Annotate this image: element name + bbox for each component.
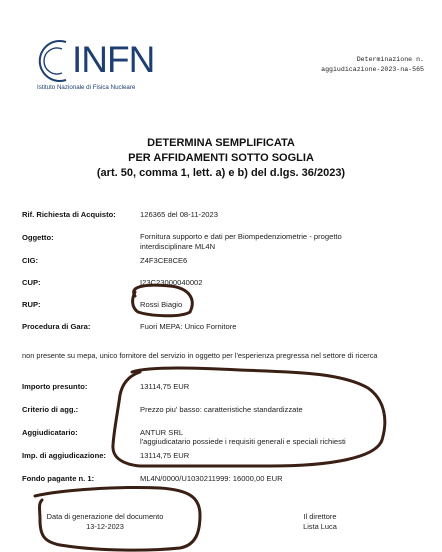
procedura-note: non presente su mepa, unico fornitore del servizio in oggetto per l'esperienza pregressa nel settore di ricerca bbox=[22, 351, 378, 360]
imp-aggiudicazione-value: 13114,75 EUR bbox=[140, 451, 190, 460]
infn-logo bbox=[36, 38, 155, 96]
cup-value: I23C23000040002 bbox=[140, 278, 203, 287]
importo-value: 13114,75 EUR bbox=[140, 382, 190, 391]
fondo-value: ML4N/0000/U1030211999: 16000,00 EUR bbox=[140, 474, 283, 483]
determinazione-number: aggiudicazione-2023-na-565 bbox=[321, 66, 424, 73]
rup-value: Rossi Biagio bbox=[140, 300, 183, 309]
director-label: Il direttore bbox=[303, 512, 337, 521]
rif-label: Rif. Richiesta di Acquisto: bbox=[22, 210, 116, 219]
imp-aggiudicazione-label: Imp. di aggiudicazione: bbox=[22, 451, 106, 460]
generation-date-block bbox=[40, 512, 170, 532]
aggiudicatario-label: Aggiudicatario: bbox=[22, 428, 78, 437]
rif-value: 126365 del 08-11-2023 bbox=[140, 210, 218, 219]
cig-value: Z4F3CE8CE6 bbox=[140, 256, 188, 265]
document-title bbox=[0, 136, 442, 181]
determinazione-label: Determinazione n. bbox=[356, 56, 424, 63]
fondo-label: Fondo pagante n. 1: bbox=[22, 474, 95, 483]
importo-label: Importo presunto: bbox=[22, 382, 88, 391]
title-line-3: (art. 50, comma 1, lett. a) e b) del d.lgs. 36/2023) bbox=[96, 167, 346, 179]
aggiudicatario-note: l'aggiudicatario possiede i requisiti generali e speciali richiesti bbox=[140, 437, 346, 446]
director-name: Lista Luca bbox=[303, 522, 337, 531]
logo-subtitle: Istituto Nazionale di Fisica Nucleare bbox=[37, 84, 136, 91]
criterio-label: Criterio di agg.: bbox=[22, 405, 79, 414]
rup-label: RUP: bbox=[22, 300, 41, 309]
oggetto-value: Fornitura supporto e dati per Biompedenziometrie - progetto interdisciplinare ML4N bbox=[140, 232, 342, 251]
aggiudicatario-name: ANTUR SRL bbox=[140, 428, 184, 437]
logo-arc-icon bbox=[36, 38, 76, 84]
logo-wordmark: INFN bbox=[72, 39, 155, 80]
title-line-2: PER AFFIDAMENTI SOTTO SOGLIA bbox=[128, 152, 314, 164]
procedura-label: Procedura di Gara: bbox=[22, 322, 91, 331]
oggetto-label: Oggetto: bbox=[22, 233, 54, 242]
determinazione-reference bbox=[264, 55, 424, 75]
cig-label: CIG: bbox=[22, 256, 39, 265]
generation-date-label: Data di generazione del documento bbox=[46, 512, 164, 521]
generation-date-value: 13-12-2023 bbox=[86, 522, 124, 531]
director-block bbox=[280, 512, 360, 532]
title-line-1: DETERMINA SEMPLIFICATA bbox=[147, 137, 295, 149]
criterio-value: Prezzo piu' basso: caratteristiche standardizzate bbox=[140, 405, 303, 414]
procedura-value: Fuori MEPA: Unico Fornitore bbox=[140, 322, 237, 331]
cup-label: CUP: bbox=[22, 278, 41, 287]
